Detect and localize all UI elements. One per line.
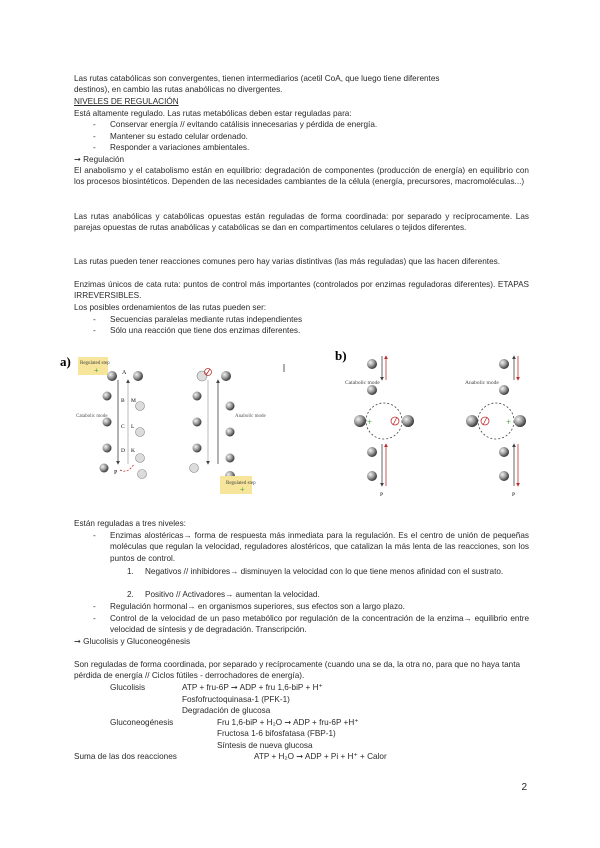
- node-m: M: [131, 398, 136, 404]
- enzyme-e9-active: [226, 454, 235, 463]
- enzyme-b2: [367, 385, 377, 395]
- enzyme-e12: [133, 371, 143, 381]
- enzyme-e12-active: [221, 371, 231, 381]
- purpose-item: Conservar energía // evitando catálisis innecesarias y pérdida de energía.: [110, 120, 378, 129]
- enzyme-e8: [138, 470, 147, 479]
- level-negative: Negativos // inhibidores→ disminuyen la velocidad con lo que tiene menos afinidad con el sustrato.: [145, 567, 504, 576]
- intro-line-1: Las rutas catabólicas son convergentes, tienen intermediarios (acetil CoA, que luego tiene diferentes: [74, 74, 440, 83]
- node-d: D: [121, 448, 125, 454]
- intro-paragraph: [74, 73, 529, 96]
- glucolisis-heading: ➞ Glucolisis y Gluconeogénesis: [74, 637, 191, 646]
- glucolisis-label: Glucolisis: [110, 683, 146, 692]
- enzyme-e10: [136, 428, 145, 437]
- regulated-step-box: [78, 357, 108, 375]
- enzyme-e5-inactive: [190, 464, 199, 473]
- paragraph-reacciones-comunes: Las rutas pueden tener reacciones comunes pero hay varias distintivas (las más reguladas) que las hacen diferentes.: [74, 257, 500, 266]
- plus-sign: +: [240, 485, 245, 494]
- node-a: A: [122, 370, 127, 376]
- level-control: Control de la velocidad de un paso metabólico por regulación de la concentración de la enzima→ equilibrio entre velocidad de síntesis y de degradación. Transcripción.: [110, 613, 529, 634]
- enzyme-e2-active: [193, 392, 202, 401]
- node-p-b: P: [380, 492, 384, 498]
- enzyme-e4-active: [193, 444, 202, 453]
- catabolic-mode-b-label: Catabolic mode: [345, 380, 380, 386]
- intro-line-2: destinos), en cambio las rutas anabólicas no divergentes.: [74, 85, 283, 95]
- enzyme-e11-active: [226, 402, 235, 411]
- bullet-dash: -: [93, 531, 96, 540]
- bullet-dash: -: [93, 120, 96, 129]
- inhibition-slash: [393, 417, 397, 425]
- glucolisis-reaction: ATP + fru-6P ➞ ADP + fru 1,6-biP + H⁺: [182, 683, 323, 692]
- ordinal-1: 1.: [127, 567, 134, 576]
- levels-intro: Están reguladas a tres niveles:: [74, 519, 186, 528]
- enzyme-e9: [136, 454, 145, 463]
- inhibition-slash: [206, 369, 210, 375]
- gluconeogenesis-enzyme: Fructosa 1-6 bifosfatasa (FBP-1): [217, 729, 336, 738]
- enzyme-e4: [103, 444, 112, 453]
- paragraph-enzimas-unicos: Enzimas únicos de cata ruta: puntos de control más importantes (controlados por enzimas reguladoras diferentes). ETAPAS IRREVERSIBLES.: [74, 280, 529, 301]
- enzyme-b6: [499, 385, 509, 395]
- ordinal-2: 2.: [127, 590, 134, 599]
- paragraph-equilibrio: El anabolismo y el catabolismo están en equilibrio: degradación de componentes (producción de energía) en equilibrio con los procesos biosintéticos. Dependen de las necesidades cambiantes de la célula (energía, precursores, macromoléculas...): [74, 166, 529, 187]
- node-c: C: [121, 424, 125, 430]
- paragraph-ordenamientos: Los posibles ordenamientos de las rutas pueden ser:: [74, 303, 267, 312]
- bullet-dash: -: [93, 143, 96, 152]
- gluconeogenesis-synthesis: Síntesis de nueva glucosa: [217, 740, 313, 750]
- enzyme-b3: [367, 447, 377, 457]
- enzyme-e3-active: [193, 418, 202, 427]
- plus-sign: +: [367, 417, 373, 427]
- section-heading: NIVELES DE REGULACIÓN: [74, 97, 179, 106]
- enzyme-b-right2: [514, 415, 526, 427]
- bullet-dash: -: [93, 602, 96, 611]
- purpose-item: Responder a variaciones ambientales.: [110, 143, 250, 152]
- glucolisis-enzyme: Fosfofructoquinasa-1 (PFK-1): [182, 694, 290, 704]
- bullet-dash: -: [93, 326, 96, 335]
- enzyme-b7: [499, 447, 509, 457]
- regulated-step-label-bottom: Regulated step: [226, 481, 256, 486]
- enzyme-b-left2: [466, 415, 478, 427]
- feedback-arrow: [120, 464, 134, 471]
- bullet-dash: -: [93, 131, 96, 141]
- panel-a-label: a): [60, 354, 71, 369]
- regulacion-heading: ➞ Regulación: [74, 154, 125, 164]
- enzyme-e10-active: [226, 428, 235, 437]
- node-p: P: [114, 470, 118, 476]
- catabolic-mode-label: Catabolic mode: [76, 414, 108, 419]
- gluconeogenesis-label: Gluconeogénesis: [110, 717, 174, 727]
- gluconeogenesis-reaction: Fru 1,6-biP + H₂O ➞ ADP + fru-6P +H⁺: [217, 717, 359, 727]
- glucolisis-degradation: Degradación de glucosa: [182, 706, 271, 715]
- enzyme-b1: [367, 359, 377, 369]
- regulation-figure: [60, 344, 540, 504]
- page-number: 2: [521, 782, 527, 793]
- node-l: L: [131, 424, 135, 430]
- enzyme-b4: [367, 471, 377, 481]
- purpose-item: Mantener su estado celular ordenado.: [110, 131, 248, 141]
- paragraph-coordinadas: Las rutas anabólicas y catabólicas opuestas están reguladas de forma coordinada: por separado y recíprocamente. Las parejas opuestas de rutas anabólicas y catabólicas se dan en compartimentos celulares o tejidos diferentes.: [74, 211, 529, 232]
- enzyme-b8: [499, 471, 509, 481]
- inhibition-slash: [483, 417, 487, 425]
- regulated-intro: Está altamente regulado. Las rutas metabólicas deben estar reguladas para:: [74, 108, 352, 118]
- panel-b-label: b): [335, 348, 347, 363]
- coordinated-paragraph: Son reguladas de forma coordinada, por separado y recíprocamente (cuando una se da, la otra no, para que no haya tanta pérdida de energía // Ciclos fútiles - derrochadores de energía).: [74, 660, 521, 681]
- enzyme-b5: [499, 359, 509, 369]
- level-positive: Positivo // Activadores→ aumentan la velocidad.: [145, 590, 320, 599]
- anabolic-mode-label: Anabolic mode: [235, 414, 266, 419]
- ordering-item: Secuencias paralelas mediante rutas independientes: [110, 314, 303, 324]
- sum-label: Suma de las dos reacciones: [74, 752, 177, 761]
- enzyme-b-left: [354, 415, 366, 427]
- enzyme-b-right: [402, 415, 414, 427]
- plus-sign: +: [94, 366, 99, 375]
- enzyme-e1-inactive: [197, 371, 207, 381]
- level-hormonal: Regulación hormonal→ en organismos superiores, sus efectos son a largo plazo.: [110, 602, 405, 611]
- enzyme-e1: [107, 371, 117, 381]
- node-b: B: [121, 398, 125, 404]
- plus-sign: +: [506, 417, 512, 427]
- sum-reaction: ATP + H₂O ➞ ADP + Pi + H⁺ + Calor: [254, 752, 387, 761]
- anabolic-mode-b-label: Anabolic mode: [465, 380, 499, 386]
- enzyme-e11: [136, 402, 145, 411]
- bullet-dash: -: [93, 613, 96, 623]
- ordering-item: Sólo una reacción que tiene dos enzimas diferentes.: [110, 326, 301, 335]
- node-k: K: [131, 448, 135, 454]
- level-allosteric: Enzimas alostéricas→ forma de respuesta más inmediata para la regulación. Es el centro de unión de pequeñas moléculas que regulan la velocidad, reguladores alostéricos, que catalizan la más lenta de las reacciones, son los puntos de control.: [110, 531, 529, 563]
- regulated-step-label: Regulated step: [80, 361, 110, 366]
- bullet-dash: -: [93, 314, 96, 324]
- node-p-b2: P: [512, 492, 516, 498]
- enzyme-e5: [100, 464, 109, 473]
- enzyme-e2: [103, 392, 112, 401]
